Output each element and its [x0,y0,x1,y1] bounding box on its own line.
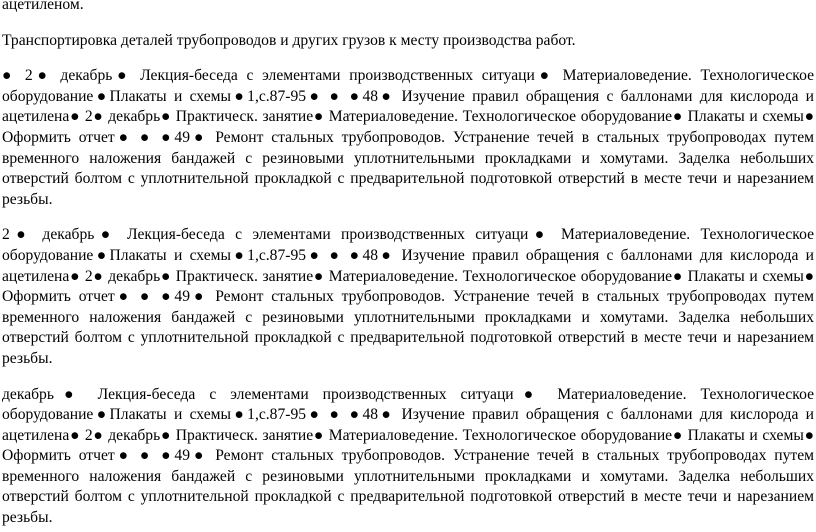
text-line-transport: Транспортировка деталей трубопроводов и других грузов к месту производства работ. [2,31,576,49]
document-page [2,0,814,529]
text-line-top: ацетиленом. [2,0,84,13]
paragraph-2: 2● декабрь● Лекция-беседа с элементами производственных ситуаци● Материаловедение. Технологическое оборудование●Плакаты и схемы●1,с.87-95● ● ●48● Изучение правил обращения с баллонами для кислорода и ацетилена● 2● декабрь● Практическ. занятие● Материаловедение. Технологическое оборудование● Плакаты и схемы● Оформить отчет● ● ●49● Ремонт стальных трубопроводов. Устранение течей в стальных трубопроводах путем временного наложения бандажей с резиновыми уплотнительными прокладками и хомутами. Заделка небольших отверстий болтом с уплотнительной прокладкой с предварительной подготовкой отверстий в месте течи и нарезанием резьбы. [2,226,814,367]
paragraph-3: декабрь● Лекция-беседа с элементами производственных ситуаци● Материаловедение. Технологическое оборудование●Плакаты и схемы●1,с.87-95● ● ●48● Изучение правил обращения с баллонами для кислорода и ацетилена● 2● декабрь● Практическ. занятие● Материаловедение. Технологическое оборудование● Плакаты и схемы● Оформить отчет● ● ●49● Ремонт стальных трубопроводов. Устранение течей в стальных трубопроводах путем временного наложения бандажей с резиновыми уплотнительными прокладками и хомутами. Заделка небольших отверстий болтом с уплотнительной прокладкой с предварительной подготовкой отверстий в месте течи и нарезанием резьбы. [2,385,814,527]
paragraph-1: ● 2● декабрь● Лекция-беседа с элементами производственных ситуаци● Материаловедение. Технологическое оборудование●Плакаты и схемы●1,с.87-95● ● ●48● Изучение правил обращения с баллонами для кислорода и ацетилена● 2● декабрь● Практическ. занятие● Материаловедение. Технологическое оборудование● Плакаты и схемы● Оформить отчет● ● ●49● Ремонт стальных трубопроводов. Устранение течей в стальных трубопроводах путем временного наложения бандажей с резиновыми уплотнительными прокладками и хомутами. Заделка небольших отверстий болтом с уплотнительной прокладкой с предварительной подготовкой отверстий в месте течи и нарезанием резьбы. [2,67,814,208]
